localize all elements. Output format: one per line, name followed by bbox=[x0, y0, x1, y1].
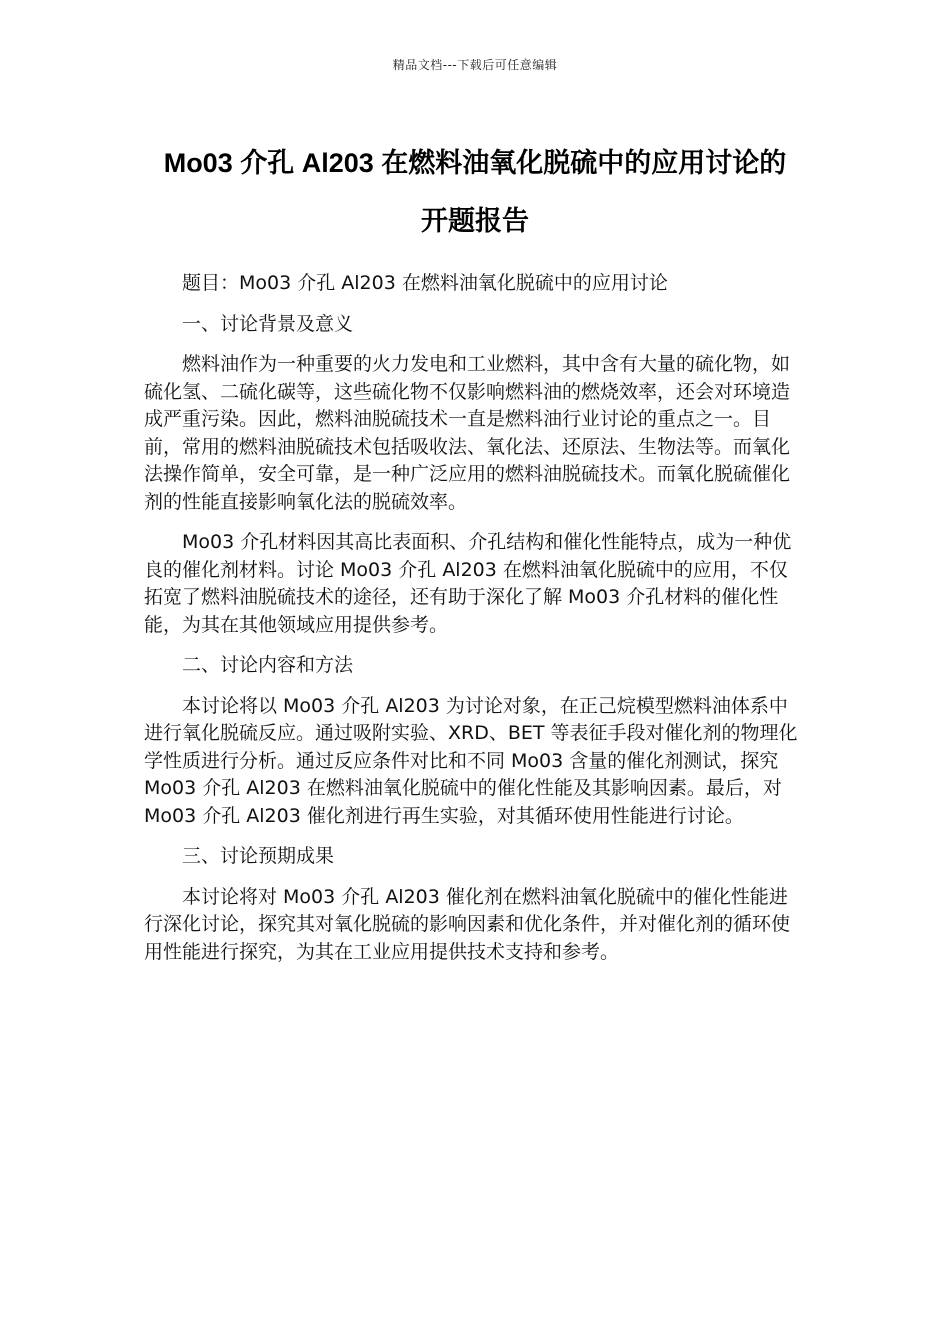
section-heading-background: 一、讨论背景及意义 bbox=[182, 312, 354, 335]
page-header: 精品文档---下载后可任意编辑 bbox=[392, 58, 558, 72]
document-title bbox=[120, 134, 830, 250]
section-heading-outcomes: 三、讨论预期成果 bbox=[182, 845, 335, 867]
title-line-2: 开题报告 bbox=[421, 206, 529, 236]
document-body bbox=[144, 270, 804, 979]
paragraph-background-2: Mo03 介孔材料因其高比表面积、介孔结构和催化性能特点，成为一种优良的催化剂材料。讨论 Mo03 介孔 Al203 在燃料油氧化脱硫中的应用，不仅拓宽了燃料油脱硫技术的途径，还有助于深化了解 Mo03 介孔材料的催化性能，为其在其他领域应用提供参考。 bbox=[144, 531, 792, 636]
subject-line: 题目：Mo03 介孔 Al203 在燃料油氧化脱硫中的应用讨论 bbox=[182, 272, 668, 294]
title-line-1: Mo03 介孔 Al203 在燃料油氧化脱硫中的应用讨论的 bbox=[163, 148, 787, 178]
section-heading-methods: 二、讨论内容和方法 bbox=[182, 654, 354, 676]
paragraph-methods-1: 本讨论将以 Mo03 介孔 Al203 为讨论对象，在正己烷模型燃料油体系中进行氧化脱硫反应。通过吸附实验、XRD、BET 等表征手段对催化剂的物理化学性质进行分析。通过反应条件对比和不同 Mo03 含量的催化剂测试，探究 Mo03 介孔 Al203 在燃料油氧化脱硫中的催化性能及其影响因素。最后，对 Mo03 介孔 Al203 催化剂进行再生实验，对其循环使用性能进行讨论。 bbox=[144, 694, 798, 827]
paragraph-background-1: 燃料油作为一种重要的火力发电和工业燃料，其中含有大量的硫化物，如硫化氢、二硫化碳等，这些硫化物不仅影响燃料油的燃烧效率，还会对环境造成严重污染。因此，燃料油脱硫技术一直是燃料油行业讨论的重点之一。目前，常用的燃料油脱硫技术包括吸收法、氧化法、还原法、生物法等。而氧化法操作简单，安全可靠，是一种广泛应用的燃料油脱硫技术。而氧化脱硫催化剂的性能直接影响氧化法的脱硫效率。 bbox=[144, 353, 791, 513]
paragraph-outcomes-1: 本讨论将对 Mo03 介孔 Al203 催化剂在燃料油氧化脱硫中的催化性能进行深化讨论，探究其对氧化脱硫的影响因素和优化条件，并对催化剂的循环使用性能进行探究，为其在工业应用提供技术支持和参考。 bbox=[144, 885, 791, 963]
